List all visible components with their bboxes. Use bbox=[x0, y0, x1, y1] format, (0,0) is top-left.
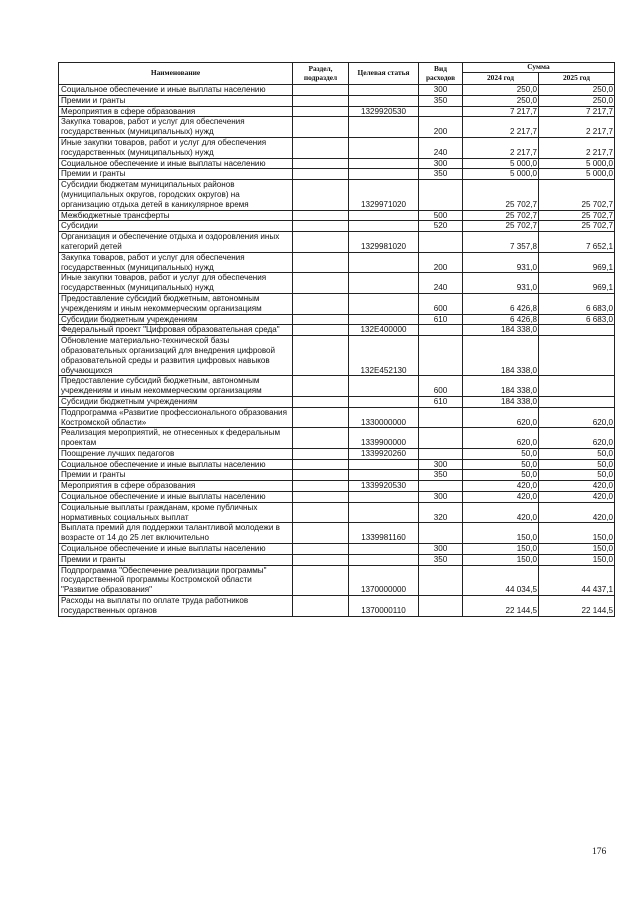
row-expense-kind: 600 bbox=[419, 293, 463, 314]
row-expense-kind: 300 bbox=[419, 459, 463, 470]
row-expense-kind: 300 bbox=[419, 85, 463, 96]
row-target-article bbox=[349, 221, 419, 232]
row-section bbox=[293, 314, 349, 325]
row-name: Социальное обеспечение и иные выплаты населению bbox=[59, 544, 293, 555]
table-row bbox=[59, 407, 615, 428]
row-name: Иные закупки товаров, работ и услуг для обеспечения государственных (муниципальных) нужд bbox=[59, 137, 293, 158]
row-expense-kind bbox=[419, 428, 463, 449]
row-target-article bbox=[349, 314, 419, 325]
row-name: Закупка товаров, работ и услуг для обеспечения государственных (муниципальных) нужд bbox=[59, 117, 293, 138]
row-section bbox=[293, 232, 349, 253]
row-expense-kind: 610 bbox=[419, 314, 463, 325]
row-name: Субсидии бюджетным учреждениям bbox=[59, 314, 293, 325]
row-amount-2025: 25 702,7 bbox=[539, 221, 615, 232]
row-name: Иные закупки товаров, работ и услуг для обеспечения государственных (муниципальных) нужд bbox=[59, 273, 293, 294]
row-expense-kind: 240 bbox=[419, 137, 463, 158]
header-kind: Вид расходов bbox=[419, 63, 463, 85]
row-target-article: 1339920260 bbox=[349, 448, 419, 459]
row-amount-2024: 620,0 bbox=[463, 428, 539, 449]
table-row bbox=[59, 459, 615, 470]
table-row bbox=[59, 210, 615, 221]
row-expense-kind: 300 bbox=[419, 544, 463, 555]
header-year-2025: 2025 год bbox=[539, 73, 615, 85]
row-target-article bbox=[349, 169, 419, 180]
row-section bbox=[293, 470, 349, 481]
row-section bbox=[293, 502, 349, 523]
row-amount-2024: 420,0 bbox=[463, 502, 539, 523]
row-expense-kind bbox=[419, 596, 463, 617]
table-row bbox=[59, 596, 615, 617]
table-row bbox=[59, 428, 615, 449]
table-row bbox=[59, 137, 615, 158]
table-row bbox=[59, 293, 615, 314]
budget-table bbox=[58, 62, 615, 617]
row-expense-kind: 610 bbox=[419, 396, 463, 407]
row-amount-2025: 2 217,7 bbox=[539, 137, 615, 158]
row-expense-kind: 600 bbox=[419, 376, 463, 397]
row-target-article bbox=[349, 95, 419, 106]
row-name: Подпрограмма «Развитие профессионального образования Костромской области» bbox=[59, 407, 293, 428]
table-row bbox=[59, 221, 615, 232]
page-number: 176 bbox=[592, 847, 607, 857]
row-expense-kind: 350 bbox=[419, 554, 463, 565]
row-amount-2025: 50,0 bbox=[539, 448, 615, 459]
row-expense-kind bbox=[419, 481, 463, 492]
row-amount-2024: 25 702,7 bbox=[463, 180, 539, 210]
row-amount-2024: 2 217,7 bbox=[463, 117, 539, 138]
row-section bbox=[293, 221, 349, 232]
row-amount-2025: 420,0 bbox=[539, 481, 615, 492]
row-amount-2025: 25 702,7 bbox=[539, 180, 615, 210]
table-row bbox=[59, 180, 615, 210]
table-row bbox=[59, 523, 615, 544]
row-section bbox=[293, 459, 349, 470]
row-amount-2025: 150,0 bbox=[539, 544, 615, 555]
row-section bbox=[293, 252, 349, 273]
row-target-article bbox=[349, 210, 419, 221]
row-target-article: 1339981160 bbox=[349, 523, 419, 544]
row-amount-2024: 7 357,8 bbox=[463, 232, 539, 253]
row-name: Субсидии bbox=[59, 221, 293, 232]
row-section bbox=[293, 336, 349, 376]
row-name: Социальное обеспечение и иные выплаты населению bbox=[59, 492, 293, 503]
row-target-article bbox=[349, 117, 419, 138]
row-name: Социальное обеспечение и иные выплаты населению bbox=[59, 85, 293, 96]
row-amount-2025: 5 000,0 bbox=[539, 169, 615, 180]
row-expense-kind bbox=[419, 448, 463, 459]
row-section bbox=[293, 396, 349, 407]
row-amount-2024: 620,0 bbox=[463, 407, 539, 428]
row-expense-kind: 350 bbox=[419, 95, 463, 106]
row-section bbox=[293, 596, 349, 617]
row-amount-2024: 5 000,0 bbox=[463, 158, 539, 169]
row-name: Поощрение лучших педагогов bbox=[59, 448, 293, 459]
budget-table-container bbox=[58, 62, 614, 617]
row-target-article bbox=[349, 554, 419, 565]
table-row bbox=[59, 544, 615, 555]
table-row bbox=[59, 85, 615, 96]
row-target-article: 1370000110 bbox=[349, 596, 419, 617]
row-amount-2025: 6 683,0 bbox=[539, 314, 615, 325]
row-expense-kind: 300 bbox=[419, 158, 463, 169]
row-amount-2025: 150,0 bbox=[539, 554, 615, 565]
row-name: Выплата премий для поддержки талантливой молодежи в возрасте от 14 до 25 лет включительно bbox=[59, 523, 293, 544]
row-expense-kind bbox=[419, 232, 463, 253]
row-section bbox=[293, 158, 349, 169]
row-amount-2024: 7 217,7 bbox=[463, 106, 539, 117]
row-name: Обновление материально-технической базы образовательных организаций для внедрения цифровой образовательной среды и развития цифровых навыков обучающихся bbox=[59, 336, 293, 376]
row-target-article bbox=[349, 273, 419, 294]
table-row bbox=[59, 314, 615, 325]
row-amount-2024: 6 426,8 bbox=[463, 293, 539, 314]
row-target-article bbox=[349, 544, 419, 555]
row-target-article: 1329920530 bbox=[349, 106, 419, 117]
row-name: Мероприятия в сфере образования bbox=[59, 106, 293, 117]
row-amount-2025: 250,0 bbox=[539, 95, 615, 106]
row-expense-kind bbox=[419, 407, 463, 428]
row-expense-kind bbox=[419, 565, 463, 595]
row-target-article: 1339920530 bbox=[349, 481, 419, 492]
table-row bbox=[59, 325, 615, 336]
row-amount-2025: 150,0 bbox=[539, 523, 615, 544]
row-name: Предоставление субсидий бюджетным, автономным учреждениям и иным некоммерческим организациям bbox=[59, 376, 293, 397]
table-row bbox=[59, 106, 615, 117]
row-name: Премии и гранты bbox=[59, 169, 293, 180]
row-amount-2025: 5 000,0 bbox=[539, 158, 615, 169]
row-section bbox=[293, 210, 349, 221]
table-header bbox=[59, 63, 615, 85]
row-section bbox=[293, 180, 349, 210]
row-amount-2024: 184 338,0 bbox=[463, 376, 539, 397]
header-section: Раздел, подраздел bbox=[293, 63, 349, 85]
row-target-article: 132E400000 bbox=[349, 325, 419, 336]
row-amount-2025 bbox=[539, 336, 615, 376]
row-amount-2025: 420,0 bbox=[539, 492, 615, 503]
row-amount-2024: 25 702,7 bbox=[463, 221, 539, 232]
row-target-article bbox=[349, 158, 419, 169]
row-section bbox=[293, 273, 349, 294]
row-target-article bbox=[349, 137, 419, 158]
row-target-article bbox=[349, 470, 419, 481]
row-name: Межбюджетные трансферты bbox=[59, 210, 293, 221]
table-row bbox=[59, 554, 615, 565]
row-name: Расходы на выплаты по оплате труда работников государственных органов bbox=[59, 596, 293, 617]
row-amount-2024: 250,0 bbox=[463, 95, 539, 106]
row-section bbox=[293, 117, 349, 138]
row-name: Социальное обеспечение и иные выплаты населению bbox=[59, 459, 293, 470]
table-row bbox=[59, 492, 615, 503]
row-amount-2024: 184 338,0 bbox=[463, 325, 539, 336]
row-expense-kind bbox=[419, 336, 463, 376]
table-row bbox=[59, 117, 615, 138]
row-amount-2025: 6 683,0 bbox=[539, 293, 615, 314]
row-target-article: 132E452130 bbox=[349, 336, 419, 376]
row-section bbox=[293, 565, 349, 595]
row-amount-2025 bbox=[539, 325, 615, 336]
table-row bbox=[59, 336, 615, 376]
row-section bbox=[293, 428, 349, 449]
row-expense-kind bbox=[419, 180, 463, 210]
row-amount-2024: 25 702,7 bbox=[463, 210, 539, 221]
row-expense-kind: 240 bbox=[419, 273, 463, 294]
row-section bbox=[293, 169, 349, 180]
row-amount-2025: 22 144,5 bbox=[539, 596, 615, 617]
row-amount-2025: 969,1 bbox=[539, 252, 615, 273]
row-target-article bbox=[349, 85, 419, 96]
table-row bbox=[59, 95, 615, 106]
row-amount-2025: 620,0 bbox=[539, 428, 615, 449]
row-section bbox=[293, 293, 349, 314]
row-amount-2024: 184 338,0 bbox=[463, 336, 539, 376]
row-section bbox=[293, 523, 349, 544]
row-amount-2024: 931,0 bbox=[463, 273, 539, 294]
row-amount-2025 bbox=[539, 376, 615, 397]
table-row bbox=[59, 158, 615, 169]
row-expense-kind: 350 bbox=[419, 470, 463, 481]
row-amount-2024: 420,0 bbox=[463, 492, 539, 503]
row-amount-2024: 50,0 bbox=[463, 448, 539, 459]
row-section bbox=[293, 137, 349, 158]
row-expense-kind: 320 bbox=[419, 502, 463, 523]
table-row bbox=[59, 169, 615, 180]
row-amount-2025: 620,0 bbox=[539, 407, 615, 428]
row-amount-2025 bbox=[539, 396, 615, 407]
row-amount-2024: 44 034,5 bbox=[463, 565, 539, 595]
row-amount-2024: 5 000,0 bbox=[463, 169, 539, 180]
row-amount-2024: 50,0 bbox=[463, 459, 539, 470]
row-amount-2025: 420,0 bbox=[539, 502, 615, 523]
row-name: Закупка товаров, работ и услуг для обеспечения государственных (муниципальных) нужд bbox=[59, 252, 293, 273]
row-name: Федеральный проект "Цифровая образовательная среда" bbox=[59, 325, 293, 336]
row-section bbox=[293, 407, 349, 428]
table-body bbox=[59, 85, 615, 617]
row-expense-kind bbox=[419, 106, 463, 117]
row-name: Социальные выплаты гражданам, кроме публичных нормативных социальных выплат bbox=[59, 502, 293, 523]
table-row bbox=[59, 376, 615, 397]
row-name: Организация и обеспечение отдыха и оздоровления иных категорий детей bbox=[59, 232, 293, 253]
row-amount-2024: 250,0 bbox=[463, 85, 539, 96]
row-section bbox=[293, 85, 349, 96]
row-expense-kind: 200 bbox=[419, 252, 463, 273]
row-amount-2025: 7 652,1 bbox=[539, 232, 615, 253]
row-section bbox=[293, 481, 349, 492]
row-name: Реализация мероприятий, не отнесенных к федеральным проектам bbox=[59, 428, 293, 449]
row-amount-2024: 931,0 bbox=[463, 252, 539, 273]
row-name: Премии и гранты bbox=[59, 95, 293, 106]
row-expense-kind: 350 bbox=[419, 169, 463, 180]
row-name: Субсидии бюджетным учреждениям bbox=[59, 396, 293, 407]
header-target: Целевая статья bbox=[349, 63, 419, 85]
table-row bbox=[59, 502, 615, 523]
row-section bbox=[293, 376, 349, 397]
row-amount-2025: 44 437,1 bbox=[539, 565, 615, 595]
row-target-article bbox=[349, 502, 419, 523]
row-target-article: 1329981020 bbox=[349, 232, 419, 253]
row-section bbox=[293, 544, 349, 555]
header-name: Наименование bbox=[59, 63, 293, 85]
table-row bbox=[59, 252, 615, 273]
header-sum: Сумма bbox=[463, 63, 615, 73]
row-amount-2024: 2 217,7 bbox=[463, 137, 539, 158]
row-target-article bbox=[349, 293, 419, 314]
row-amount-2024: 184 338,0 bbox=[463, 396, 539, 407]
table-row bbox=[59, 448, 615, 459]
row-amount-2025: 2 217,7 bbox=[539, 117, 615, 138]
row-amount-2024: 420,0 bbox=[463, 481, 539, 492]
row-target-article: 1330000000 bbox=[349, 407, 419, 428]
row-target-article bbox=[349, 492, 419, 503]
row-section bbox=[293, 106, 349, 117]
row-amount-2024: 50,0 bbox=[463, 470, 539, 481]
row-amount-2025: 50,0 bbox=[539, 459, 615, 470]
row-target-article bbox=[349, 252, 419, 273]
row-section bbox=[293, 448, 349, 459]
row-target-article: 1370000000 bbox=[349, 565, 419, 595]
row-target-article bbox=[349, 459, 419, 470]
row-name: Премии и гранты bbox=[59, 554, 293, 565]
row-target-article: 1329971020 bbox=[349, 180, 419, 210]
header-year-2024: 2024 год bbox=[463, 73, 539, 85]
row-amount-2024: 150,0 bbox=[463, 544, 539, 555]
row-section bbox=[293, 95, 349, 106]
row-target-article bbox=[349, 396, 419, 407]
row-amount-2025: 969,1 bbox=[539, 273, 615, 294]
row-amount-2024: 6 426,8 bbox=[463, 314, 539, 325]
row-amount-2025: 7 217,7 bbox=[539, 106, 615, 117]
row-name: Подпрограмма "Обеспечение реализации программы" государственной программы Костромской области "Развитие образования" bbox=[59, 565, 293, 595]
row-expense-kind: 200 bbox=[419, 117, 463, 138]
row-name: Субсидии бюджетам муниципальных районов (муниципальных округов, городских округов) на организацию отдыха детей в каникулярное время bbox=[59, 180, 293, 210]
row-name: Предоставление субсидий бюджетным, автономным учреждениям и иным некоммерческим организациям bbox=[59, 293, 293, 314]
row-amount-2024: 150,0 bbox=[463, 523, 539, 544]
row-expense-kind: 300 bbox=[419, 492, 463, 503]
row-amount-2024: 22 144,5 bbox=[463, 596, 539, 617]
row-name: Социальное обеспечение и иные выплаты населению bbox=[59, 158, 293, 169]
row-name: Премии и гранты bbox=[59, 470, 293, 481]
table-row bbox=[59, 396, 615, 407]
row-expense-kind bbox=[419, 325, 463, 336]
table-row bbox=[59, 470, 615, 481]
row-expense-kind: 500 bbox=[419, 210, 463, 221]
table-row bbox=[59, 232, 615, 253]
row-section bbox=[293, 554, 349, 565]
row-amount-2025: 50,0 bbox=[539, 470, 615, 481]
row-amount-2025: 25 702,7 bbox=[539, 210, 615, 221]
table-row bbox=[59, 481, 615, 492]
row-name: Мероприятия в сфере образования bbox=[59, 481, 293, 492]
row-target-article: 1339900000 bbox=[349, 428, 419, 449]
table-row bbox=[59, 565, 615, 595]
row-section bbox=[293, 492, 349, 503]
row-amount-2025: 250,0 bbox=[539, 85, 615, 96]
row-expense-kind: 520 bbox=[419, 221, 463, 232]
row-section bbox=[293, 325, 349, 336]
table-row bbox=[59, 273, 615, 294]
row-target-article bbox=[349, 376, 419, 397]
row-amount-2024: 150,0 bbox=[463, 554, 539, 565]
row-expense-kind bbox=[419, 523, 463, 544]
